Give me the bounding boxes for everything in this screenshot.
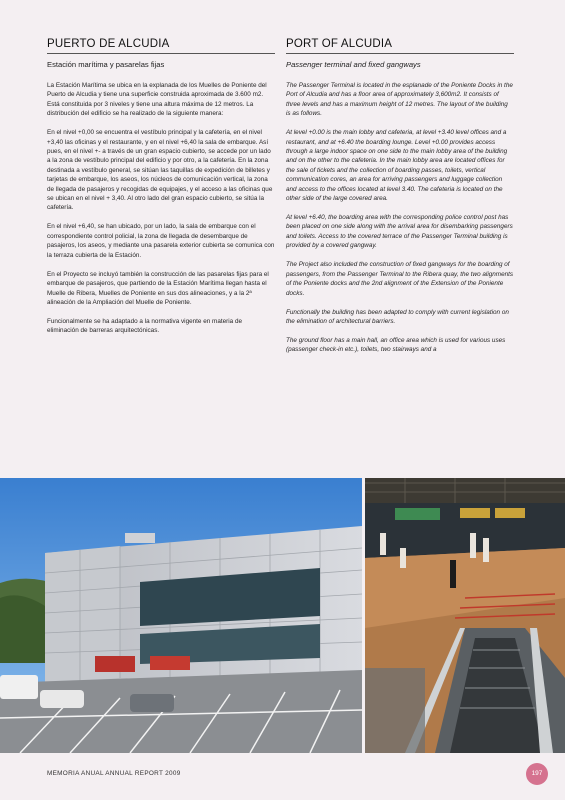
english-heading: PORT OF ALCUDIA xyxy=(286,38,393,50)
spanish-paragraph: En el nivel +0,00 se encuentra el vestíbulo principal y la cafetería, en el nivel +3,40 las oficinas y el restaurante, y en el nivel +6,40 la sala de embarque. Así pues, en el nivel +- a través de un gran espacio cubierto, se accede por un lado a la zona de vestíbulo principal del edificio y por otro, a la cafetería. En la zona destinada a vestíbulo general, se sitúan las taquillas de expedición de billetes y tarjetas de embarque, los aseos, los núcleos de comunicación vertical, la zona de llegada de pasajeros y recogidas de equipajes, y el acceso a las oficinas que se ubican en el nivel + 3,40. Al otro lado del gran espacio cubierto, se sitúa la cafetería. xyxy=(47,129,273,212)
spanish-paragraph: Funcionalmente se ha adaptado a la normativa vigente en materia de eliminación de barreras arquitectónicas. xyxy=(47,317,243,335)
spanish-heading: PUERTO DE ALCUDIA xyxy=(47,38,170,50)
terminal-interior-illustration xyxy=(365,478,565,753)
english-column xyxy=(286,38,514,364)
english-subheading: Passenger terminal and fixed gangways xyxy=(286,60,421,69)
spanish-column xyxy=(47,38,275,345)
spanish-paragraph: En el Proyecto se incluyó también la construcción de las pasarelas fijas para el embarque de pasajeros, que partiendo de la Estación Marítima llegan hasta el Muelle de Ribera, Muelles de Poniente en sus dos alineaciones, y a la 2ª alineación de la Ampliación del Muelle de Poniente. xyxy=(47,270,269,306)
english-paragraph: At level +6.40, the boarding area with the corresponding police control post has been placed on one side along with the arrival area for disembarking passengers and toilets. Access to the covered terrace of the Passenger Terminal building is provided by a covered gangway. xyxy=(286,214,513,250)
spanish-paragraph: La Estación Marítima se ubica en la explanada de los Muelles de Poniente del Puerto de Alcudia y tiene una superficie construida aproximada de 3.600 m2. Está constituida por 3 niveles y tiene una altura máxima de 12 metros. La distribución del edificio se ha realizado de la siguiente manera: xyxy=(47,82,267,118)
spanish-heading-rule xyxy=(47,53,275,54)
terminal-exterior-illustration xyxy=(0,478,362,753)
photo-strip xyxy=(0,478,565,753)
terminal-interior-photo xyxy=(365,478,565,753)
english-paragraph: The ground floor has a main hall, an office area which is used for various uses (passenger check-in etc.), toilets, two stairways and a xyxy=(286,336,506,354)
spanish-paragraph: En el nivel +6,40, se han ubicado, por un lado, la sala de embarque con el correspondiente control policial, la zona de llegada de desembarque de pasajeros, los aseos, y mediante una pasarela exterior cubierta se comunica con la terraza cubierta de la Estación. xyxy=(47,223,275,259)
english-heading-rule xyxy=(286,53,514,54)
report-footer: MEMORIA ANUAL ANNUAL REPORT 2009 xyxy=(47,770,181,777)
terminal-exterior-photo xyxy=(0,478,362,753)
spanish-subheading: Estación marítima y pasarelas fijas xyxy=(47,60,165,69)
english-paragraph: At level +0.00 is the main lobby and cafeteria, at level +3.40 level offices and a restaurant, and at +6.40 the boarding lounge. Level +0.00 provides access through a large indoor space on one side to the main lobby area of the building and on the other to the cafeteria. In the main lobby area are located offices for the sale of tickets and the collection of boarding passes, toilets, vertical communication cores, an area for arriving passengers and luggage collection and access to the offices located at level 3.40. The cafeteria is located on the other side of the large covered area. xyxy=(286,129,508,203)
english-paragraph: The Passenger Terminal is located in the esplanade of the Poniente Docks in the Port of Alcudia and has a floor area of approximately 3,600m2. It consists of three levels and has a maximum height of 12 metres. The layout of the building is as follows. xyxy=(286,82,513,118)
page-number-badge: 197 xyxy=(526,763,548,785)
english-paragraph: The Project also included the construction of fixed gangways for the boarding of passengers, from the Passenger Terminal to the Ribera quay, the two alignments of the Poniente docks and the 2nd alignment of the Extension of the Poniente docks. xyxy=(286,261,514,297)
english-paragraph: Functionally the building has been adapted to comply with current legislation on the elimination of architectural barriers. xyxy=(286,308,509,325)
